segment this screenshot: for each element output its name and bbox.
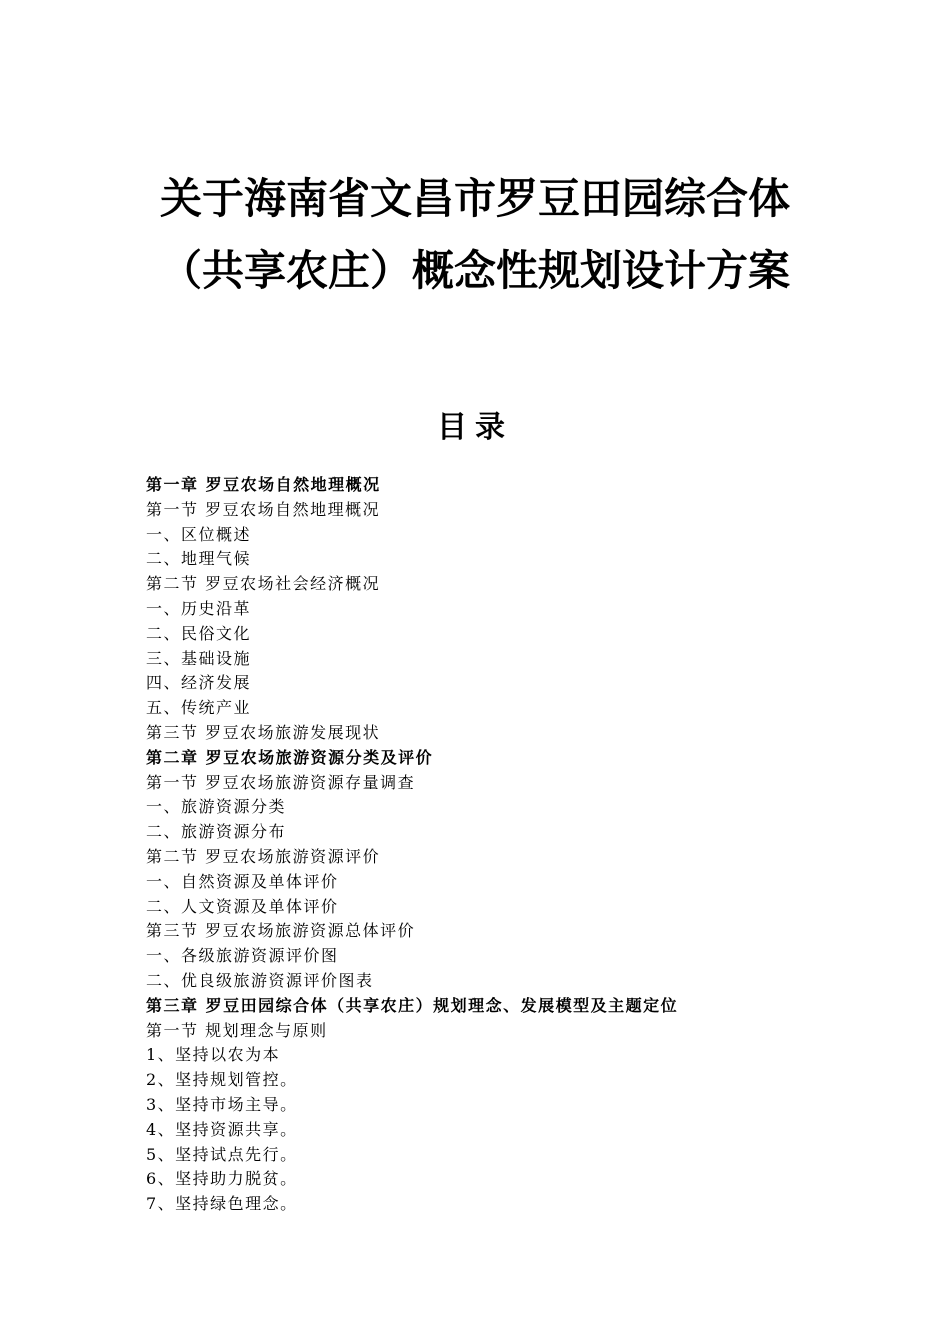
toc-entry: 三、基础设施 [146, 648, 252, 668]
document-title-line-1: 关于海南省文昌市罗豆田园综合体 [159, 174, 790, 223]
toc-entry: 二、旅游资源分布 [146, 822, 287, 842]
toc-entry: 四、经济发展 [146, 673, 252, 693]
toc-chapter-entry: 第三章 罗豆田园综合体（共享农庄）规划理念、发展模型及主题定位 [146, 995, 679, 1015]
toc-entry: 一、区位概述 [146, 524, 252, 544]
toc-entry: 3、坚持市场主导。 [146, 1094, 298, 1114]
toc-entry: 一、自然资源及单体评价 [146, 871, 339, 891]
toc-entry: 2、坚持规划管控。 [146, 1070, 298, 1090]
toc-chapter-entry: 第一章 罗豆农场自然地理概况 [146, 475, 381, 494]
toc-entry: 5、坚持试点先行。 [146, 1144, 298, 1164]
toc-entry: 第二节 罗豆农场旅游资源评价 [146, 846, 381, 866]
toc-heading: 目录 [437, 410, 513, 445]
toc-chapter-entry: 第二章 罗豆农场旅游资源分类及评价 [146, 747, 434, 767]
toc-entry: 6、坚持助力脱贫。 [146, 1169, 298, 1189]
document-title-line-2: （共享农庄）概念性规划设计方案 [159, 246, 790, 295]
table-of-contents [146, 473, 906, 1217]
toc-entry: 一、旅游资源分类 [146, 797, 287, 817]
toc-entry: 第三节 罗豆农场旅游资源总体评价 [146, 921, 416, 941]
toc-entry: 一、历史沿革 [146, 598, 252, 618]
toc-entry: 二、人文资源及单体评价 [146, 896, 339, 916]
toc-entry: 二、民俗文化 [146, 623, 252, 643]
toc-entry: 第一节 规划理念与原则 [146, 1020, 328, 1040]
toc-entry: 1、坚持以农为本 [146, 1045, 281, 1065]
toc-entry: 二、优良级旅游资源评价图表 [146, 970, 374, 990]
toc-entry: 第一节 罗豆农场自然地理概况 [146, 499, 381, 519]
toc-entry: 第一节 罗豆农场旅游资源存量调查 [146, 772, 416, 792]
toc-entry: 第三节 罗豆农场旅游发展现状 [146, 722, 381, 742]
toc-entry: 五、传统产业 [146, 698, 252, 718]
toc-entry: 7、坚持绿色理念。 [146, 1194, 298, 1214]
toc-entry: 二、地理气候 [146, 549, 252, 569]
toc-entry: 一、各级旅游资源评价图 [146, 946, 339, 966]
toc-entry: 4、坚持资源共享。 [146, 1119, 298, 1139]
toc-entry: 第二节 罗豆农场社会经济概况 [146, 574, 381, 594]
